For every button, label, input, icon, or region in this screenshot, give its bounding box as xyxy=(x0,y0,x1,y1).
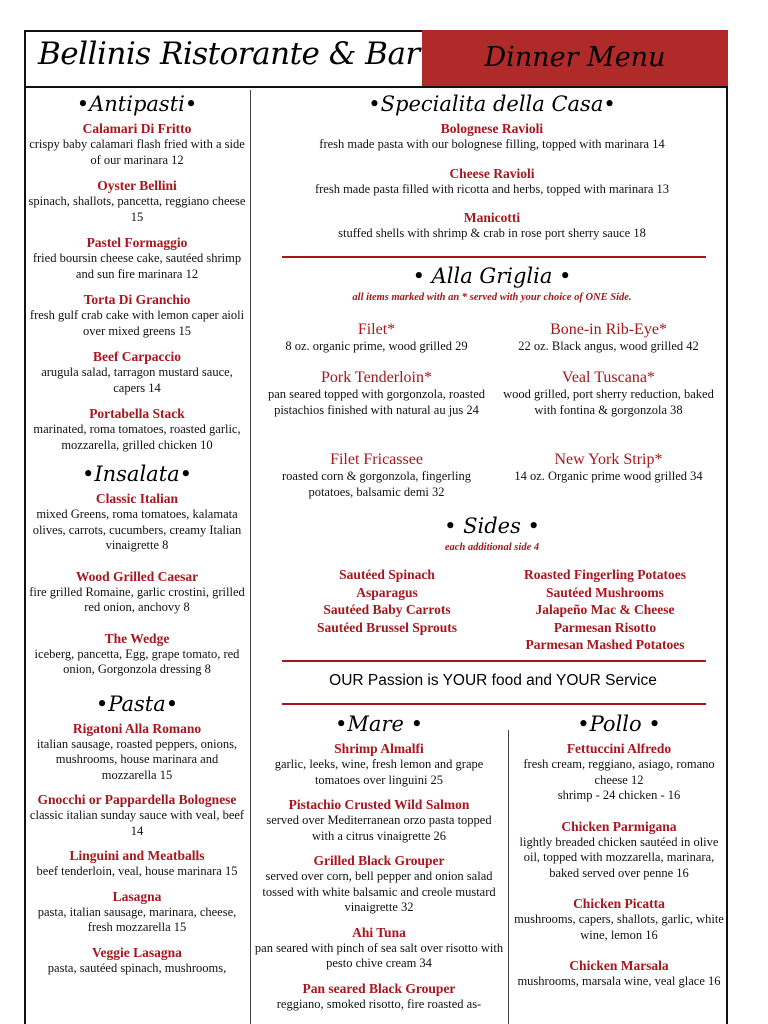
menu-item xyxy=(512,818,726,882)
menu-item-desc: served over corn, bell pepper and onion salad tossed with white balsamic and creole mustard vinaigrette 32 xyxy=(262,869,496,914)
side-item: Parmesan Risotto xyxy=(553,619,657,635)
side-item: Roasted Fingerling Potatoes xyxy=(524,567,686,582)
menu-item-name: Portabella Stack xyxy=(89,406,185,421)
mare-title: •Mare • xyxy=(335,712,423,736)
grill-item xyxy=(264,368,489,418)
menu-item-desc: mushrooms, capers, shallots, garlic, white wine, lemon 16 xyxy=(514,912,724,942)
antipasti-title: •Antipasti• xyxy=(76,92,198,116)
pollo-section xyxy=(512,712,726,1004)
menu-item xyxy=(262,209,722,242)
menu-item-name: Chicken Picatta xyxy=(573,896,665,911)
menu-item xyxy=(28,944,246,977)
menu-item-name: Bone-in Rib-Eye* xyxy=(550,321,667,338)
griglia-note: all items marked with an * served with your choice of ONE Side. xyxy=(352,292,632,303)
grill-item xyxy=(496,368,721,418)
menu-item-name: Veggie Lasagna xyxy=(92,944,182,960)
menu-item-name: Ahi Tuna xyxy=(352,924,406,940)
menu-item-name: Filet* xyxy=(357,321,396,338)
dinner-menu-badge: Dinner Menu xyxy=(422,30,728,86)
divider-line xyxy=(282,660,706,662)
menu-item xyxy=(28,720,246,784)
menu-item-desc: pasta, sautéed spinach, mushrooms, xyxy=(47,960,227,975)
side-item: Sautéed Brussel Sprouts xyxy=(316,619,458,635)
side-item: Parmesan Mashed Potatoes xyxy=(525,637,685,652)
menu-item xyxy=(28,568,246,616)
menu-header xyxy=(24,30,728,88)
side-item: Asparagus xyxy=(356,584,418,600)
grill-item xyxy=(264,450,489,500)
menu-item-desc: 14 oz. Organic prime wood grilled 34 xyxy=(514,469,703,483)
menu-item-desc: 22 oz. Black angus, wood grilled 42 xyxy=(518,339,699,353)
menu-item-desc: 8 oz. organic prime, wood grilled 29 xyxy=(285,339,468,353)
menu-item xyxy=(28,291,246,339)
menu-item-desc: stuffed shells with shrimp & crab in rose port sherry sauce 18 xyxy=(338,226,646,240)
menu-item-desc: arugula salad, tarragon mustard sauce, capers 14 xyxy=(41,365,233,395)
grill-item xyxy=(264,320,489,355)
menu-item-name: Pork Tenderloin* xyxy=(320,369,432,386)
side-item: Sautéed Spinach xyxy=(339,567,435,582)
menu-item-name: Pistachio Crusted Wild Salmon xyxy=(288,797,470,812)
passion-tagline: OUR Passion is YOUR food and YOUR Service xyxy=(329,672,657,689)
menu-item-desc: crispy baby calamari flash fried with a side of our marinara 12 xyxy=(29,137,245,167)
menu-item-name: Manicotti xyxy=(463,210,521,225)
menu-item-name: Chicken Parmigana xyxy=(561,818,677,834)
grill-item xyxy=(496,320,721,355)
menu-item xyxy=(254,740,504,788)
menu-item-name: Torta Di Granchio xyxy=(83,292,191,307)
menu-item-name: Pan seared Black Grouper xyxy=(302,980,456,996)
menu-item-desc: mixed Greens, roma tomatoes, kalamata olives, carrots, cucumbers, creamy Italian vinaigrette 8 xyxy=(32,507,242,552)
menu-item-desc: fresh made pasta filled with ricotta and herbs, topped with marinara 13 xyxy=(314,181,670,196)
side-item: Sautéed Baby Carrots xyxy=(323,602,451,617)
menu-item xyxy=(28,120,246,168)
menu-item xyxy=(28,888,246,936)
sides-title: • Sides • xyxy=(444,514,540,538)
divider-line xyxy=(282,703,706,705)
menu-item-desc: lightly breaded chicken sautéed in olive oil, topped with mozzarella, marinara, baked served over penne 16 xyxy=(519,834,719,880)
menu-item-name: The Wedge xyxy=(104,630,170,646)
pollo-title: •Pollo • xyxy=(577,712,661,736)
menu-item-name: Shrimp Almalfi xyxy=(334,741,424,756)
menu-item xyxy=(262,165,722,198)
menu-item-desc: reggiano, smoked risotto, fire roasted as- xyxy=(276,996,482,1011)
menu-item-name: Pastel Formaggio xyxy=(86,235,188,250)
menu-item xyxy=(28,490,246,554)
menu-item xyxy=(512,740,726,804)
sides-right xyxy=(490,566,720,654)
menu-item-name: Wood Grilled Caesar xyxy=(75,568,199,584)
menu-item xyxy=(254,796,504,844)
menu-item-name: Oyster Bellini xyxy=(97,178,177,193)
menu-item xyxy=(262,120,722,153)
menu-item-desc: mushrooms, marsala wine, veal glace 16 xyxy=(517,974,721,988)
specialita-title: •Specialita della Casa• xyxy=(368,92,616,116)
menu-item xyxy=(254,924,504,972)
menu-item-desc: beef tenderloin, veal, house marinara 15 xyxy=(36,864,238,878)
menu-item-name: Veal Tuscana* xyxy=(562,369,655,386)
menu-item-name: Grilled Black Grouper xyxy=(313,853,445,868)
menu-item xyxy=(28,791,246,839)
menu-item xyxy=(28,630,246,678)
grill-item xyxy=(496,450,721,485)
menu-item xyxy=(512,957,726,990)
menu-item-desc: wood grilled, port sherry reduction, baked with fontina & gorgonzola 38 xyxy=(503,387,714,417)
insalata-title: •Insalata• xyxy=(81,462,193,486)
side-item: Sautéed Mushrooms xyxy=(546,584,664,600)
menu-item-name: Classic Italian xyxy=(95,491,179,506)
menu-item-name: Cheese Ravioli xyxy=(449,165,535,181)
menu-item xyxy=(28,405,246,453)
menu-item-desc: roasted corn & gorgonzola, fingerling potatoes, balsamic demi 32 xyxy=(282,469,471,499)
menu-item-desc: served over Mediterranean orzo pasta topped with a citrus vinaigrette 26 xyxy=(266,813,492,843)
menu-item-name: Filet Fricassee xyxy=(330,451,423,468)
menu-item-desc: fresh cream, reggiano, asiago, romano cheese 12 xyxy=(523,757,715,787)
menu-item-desc: fresh made pasta with our bolognese filling, topped with marinara 14 xyxy=(319,137,665,151)
left-column-divider xyxy=(250,90,251,1024)
menu-item xyxy=(28,234,246,282)
menu-item-name: Beef Carpaccio xyxy=(92,349,182,364)
sides-left xyxy=(282,566,492,636)
specialita-section xyxy=(262,92,722,254)
menu-item-name: Linguini and Meatballs xyxy=(69,848,205,863)
pasta-title: •Pasta• xyxy=(95,691,179,716)
menu-item-name: Calamari Di Fritto xyxy=(82,121,192,136)
menu-item-desc: pan seared with pinch of sea salt over risotto with pesto chive cream 34 xyxy=(254,940,504,970)
menu-item xyxy=(28,348,246,396)
menu-item-name: Chicken Marsala xyxy=(569,958,669,973)
menu-item-desc: pan seared topped with gorgonzola, roasted pistachios finished with natural au jus 24 xyxy=(267,387,486,417)
menu-item-name: Fettuccini Alfredo xyxy=(566,741,672,756)
menu-item-name: Lasagna xyxy=(112,888,162,904)
menu-item xyxy=(28,847,246,880)
menu-item-desc: fire grilled Romaine, garlic crostini, grilled red onion, anchovy 8 xyxy=(29,584,245,614)
menu-item-name: Bolognese Ravioli xyxy=(440,121,544,136)
menu-item-name: Rigatoni Alla Romano xyxy=(72,720,202,736)
menu-item-name: Gnocchi or Pappardella Bolognese xyxy=(37,792,237,807)
menu-item-desc: italian sausage, roasted peppers, onions, mushrooms, house marinara and mozzarella 15 xyxy=(36,736,238,782)
sides-header xyxy=(262,514,722,553)
menu-item xyxy=(254,852,504,916)
menu-item-desc: garlic, leeks, wine, fresh lemon and grape tomatoes over linguini 25 xyxy=(274,757,484,787)
menu-item xyxy=(254,980,504,1013)
menu-item-name: New York Strip* xyxy=(554,451,663,468)
menu-item xyxy=(512,895,726,943)
griglia-title: • Alla Griglia • xyxy=(412,264,572,288)
side-item: Jalapeño Mac & Cheese xyxy=(535,602,675,617)
menu-item-desc: spinach, shallots, pancetta, reggiano cheese 15 xyxy=(28,194,246,224)
left-column xyxy=(28,92,246,984)
restaurant-title: Bellinis Ristorante & Bar xyxy=(38,36,420,72)
menu-item-desc: marinated, roma tomatoes, roasted garlic, mozzarella, grilled chicken 10 xyxy=(33,422,241,452)
menu-item-desc: classic italian sunday sauce with veal, beef 14 xyxy=(29,808,245,838)
menu-item-desc: shrimp - 24 chicken - 16 xyxy=(557,788,681,802)
menu-item xyxy=(28,177,246,225)
menu-item-desc: fresh gulf crab cake with lemon caper aioli over mixed greens 15 xyxy=(29,308,245,338)
mare-section xyxy=(254,712,504,1020)
griglia-header xyxy=(262,264,722,303)
divider-line xyxy=(282,256,706,258)
sides-note: each additional side 4 xyxy=(444,542,540,553)
mare-pollo-divider xyxy=(508,730,509,1024)
menu-item-desc: iceberg, pancetta, Egg, grape tomato, red onion, Gorgonzola dressing 8 xyxy=(34,646,240,676)
menu-item-desc: pasta, italian sausage, marinara, cheese, fresh mozzarella 15 xyxy=(37,904,237,934)
menu-item-desc: fried boursin cheese cake, sautéed shrimp and sun fire marinara 12 xyxy=(32,251,242,281)
